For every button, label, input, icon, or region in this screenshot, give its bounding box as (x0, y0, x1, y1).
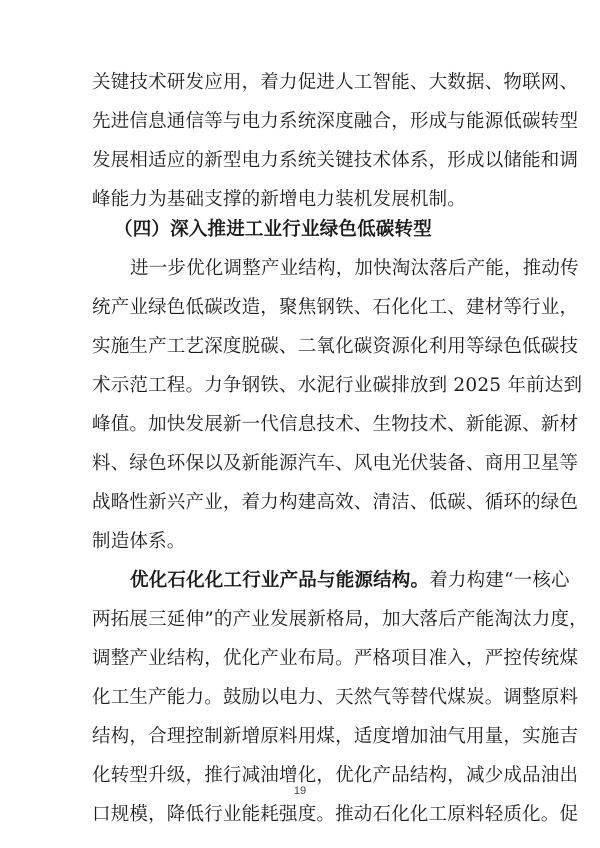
paragraph2-line-5: 峰值。加快发展新一代信息技术、生物技术、新能源、新材 (92, 414, 579, 435)
paragraph2-line-4: 术示范工程。力争钢铁、水泥行业碳排放到 2025 年前达到 (92, 375, 583, 396)
paragraph2-line-7: 战略性新兴产业，着力构建高效、清洁、低碳、循环的绿色 (92, 492, 579, 513)
paragraph2-line-1: 进一步优化调整产业结构，加快淘汰落后产能，推动传 (130, 258, 579, 279)
paragraph2-line-3: 实施生产工艺深度脱碳、二氧化碳资源化利用等绿色低碳技 (92, 336, 579, 357)
paragraph1-line-3: 发展相适应的新型电力系统关键技术体系，形成以储能和调 (92, 150, 579, 171)
paragraph3-line-5: 结构，合理控制新增原料用煤，适度增加油气用量，实施吉 (92, 726, 579, 747)
section-heading: （四）深入推进工业行业绿色低碳转型 (114, 219, 432, 240)
paragraph2-line-8: 制造体系。 (92, 531, 186, 552)
paragraph1-line-2: 先进信息通信等与电力系统深度融合，形成与能源低碳转型 (92, 111, 579, 132)
paragraph3-line-2: 两拓展三延伸”的产业发展新格局，加大落后产能淘汰力度， (92, 609, 588, 630)
paragraph1-line-4: 峰能力为基础支撑的新增电力装机发展机制。 (92, 189, 467, 210)
paragraph2-line-2: 统产业绿色低碳改造，聚焦钢铁、石化化工、建材等行业， (92, 297, 579, 318)
paragraph3-line-3: 调整产业结构，优化产业布局。严格项目准入，严控传统煤 (92, 648, 579, 669)
paragraph3-line-6: 化转型升级，推行减油增化，优化产品结构，减少成品油出 (92, 765, 579, 786)
paragraph3-lead-bold: 优化石化化工行业产品与能源结构。 (130, 570, 430, 591)
page-number: 19 (293, 785, 307, 797)
paragraph3-line-7: 口规模，降低行业能耗强度。推动石化化工原料轻质化。促 (92, 804, 579, 825)
paragraph3-line-1 (130, 569, 570, 593)
paragraph1-line-1: 关键技术研发应用，着力促进人工智能、大数据、物联网、 (92, 72, 579, 93)
paragraph3-line1-rest: 着力构建“一核心 (429, 570, 570, 591)
paragraph2-line-6: 料、绿色环保以及新能源汽车、风电光伏装备、商用卫星等 (92, 453, 579, 474)
paragraph3-line-4: 化工生产能力。鼓励以电力、天然气等替代煤炭。调整原料 (92, 687, 579, 708)
